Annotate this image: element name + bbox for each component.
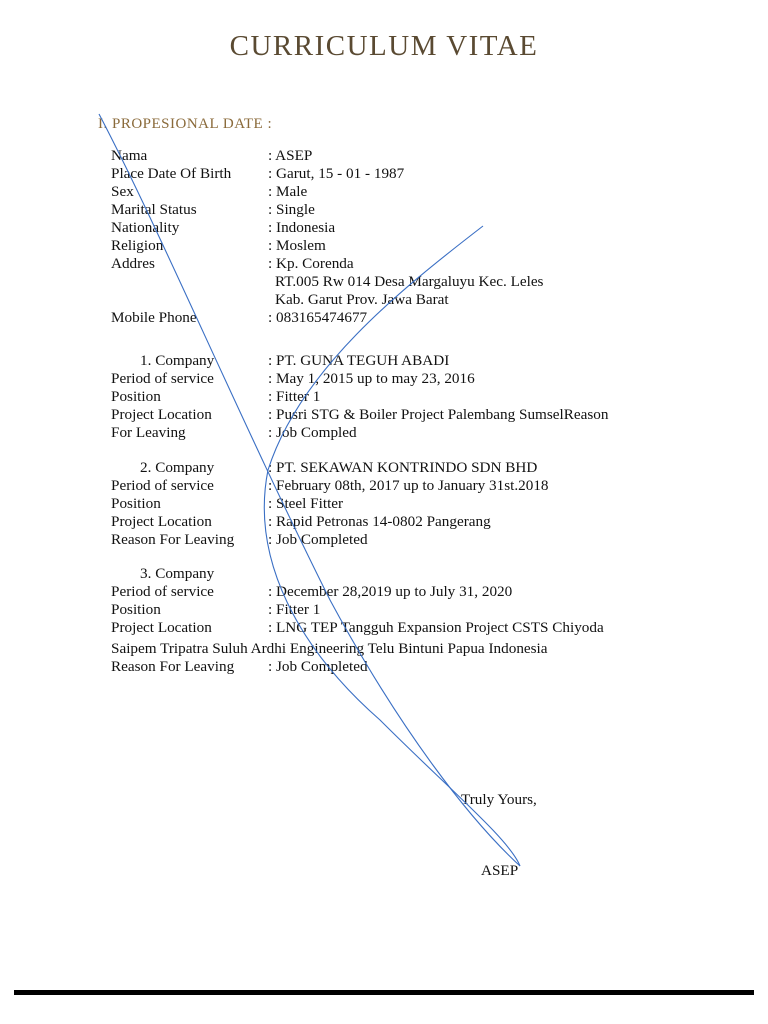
field-value: : ASEP bbox=[268, 147, 313, 164]
field-value: : 083165474677 bbox=[268, 309, 368, 326]
field-label: Sex bbox=[111, 183, 134, 200]
field-value: : February 08th, 2017 up to January 31st.2018 bbox=[268, 477, 549, 494]
address-line-text: RT.005 Rw 014 Desa Margaluyu Kec. Leles bbox=[275, 273, 544, 290]
field-label: Religion bbox=[111, 237, 164, 254]
field-value: : Rapid Petronas 14-0802 Pangerang bbox=[268, 513, 491, 530]
company-heading: 2. Company bbox=[140, 459, 215, 476]
field-value: : May 1, 2015 up to may 23, 2016 bbox=[268, 370, 475, 387]
signature-name: ASEP bbox=[481, 862, 519, 879]
field-value: : Single bbox=[268, 201, 315, 218]
field-label: Position bbox=[111, 601, 161, 618]
field-label: Nama bbox=[111, 147, 148, 164]
field-label: Period of service bbox=[111, 583, 214, 600]
field-label: Marital Status bbox=[111, 201, 197, 218]
field-value: : Male bbox=[268, 183, 308, 200]
field-value: : PT. GUNA TEGUH ABADI bbox=[268, 352, 450, 369]
field-label: Period of service bbox=[111, 370, 214, 387]
company-heading: 1. Company bbox=[140, 352, 215, 369]
field-value: : Fitter 1 bbox=[268, 601, 321, 618]
field-value: : Kp. Corenda bbox=[268, 255, 354, 272]
field-value: : Steel Fitter bbox=[268, 495, 344, 512]
field-label: Nationality bbox=[111, 219, 180, 236]
field-value: : PT. SEKAWAN KONTRINDO SDN BHD bbox=[268, 459, 538, 476]
field-label: Reason For Leaving bbox=[111, 531, 235, 548]
field-value: : Job Completed bbox=[268, 531, 368, 548]
field-value: : Job Completed bbox=[268, 658, 368, 675]
closing-salutation: Truly Yours, bbox=[461, 791, 537, 808]
field-value: : Indonesia bbox=[268, 219, 336, 236]
field-value: : Job Compled bbox=[268, 424, 357, 441]
field-label: Position bbox=[111, 495, 161, 512]
field-value: : Pusri STG & Boiler Project Palembang SumselReason bbox=[268, 406, 609, 423]
field-label: Position bbox=[111, 388, 161, 405]
field-label: Period of service bbox=[111, 477, 214, 494]
section-heading: I. PROPESIONAL DATE : bbox=[98, 116, 273, 132]
field-label: Project Location bbox=[111, 513, 212, 530]
field-value: : Moslem bbox=[268, 237, 326, 254]
field-value: : LNG TEP Tangguh Expansion Project CSTS Chiyoda bbox=[268, 619, 604, 636]
field-label: Place Date Of Birth bbox=[111, 165, 232, 182]
location-continuation: Saipem Tripatra Suluh Ardhi Engineering Telu Bintuni Papua Indonesia bbox=[111, 640, 548, 657]
field-label: Mobile Phone bbox=[111, 309, 197, 326]
field-label: Addres bbox=[111, 255, 155, 272]
field-label: Project Location bbox=[111, 406, 212, 423]
address-line-text: Kab. Garut Prov. Jawa Barat bbox=[275, 291, 449, 308]
field-value: : December 28,2019 up to July 31, 2020 bbox=[268, 583, 513, 600]
field-label: For Leaving bbox=[111, 424, 186, 441]
field-value: : Fitter 1 bbox=[268, 388, 321, 405]
field-value: : Garut, 15 - 01 - 1987 bbox=[268, 165, 405, 182]
company-heading: 3. Company bbox=[140, 565, 215, 582]
field-label: Reason For Leaving bbox=[111, 658, 235, 675]
bottom-rule bbox=[14, 990, 754, 995]
document-title: CURRICULUM VITAE bbox=[229, 30, 539, 62]
field-label: Project Location bbox=[111, 619, 212, 636]
